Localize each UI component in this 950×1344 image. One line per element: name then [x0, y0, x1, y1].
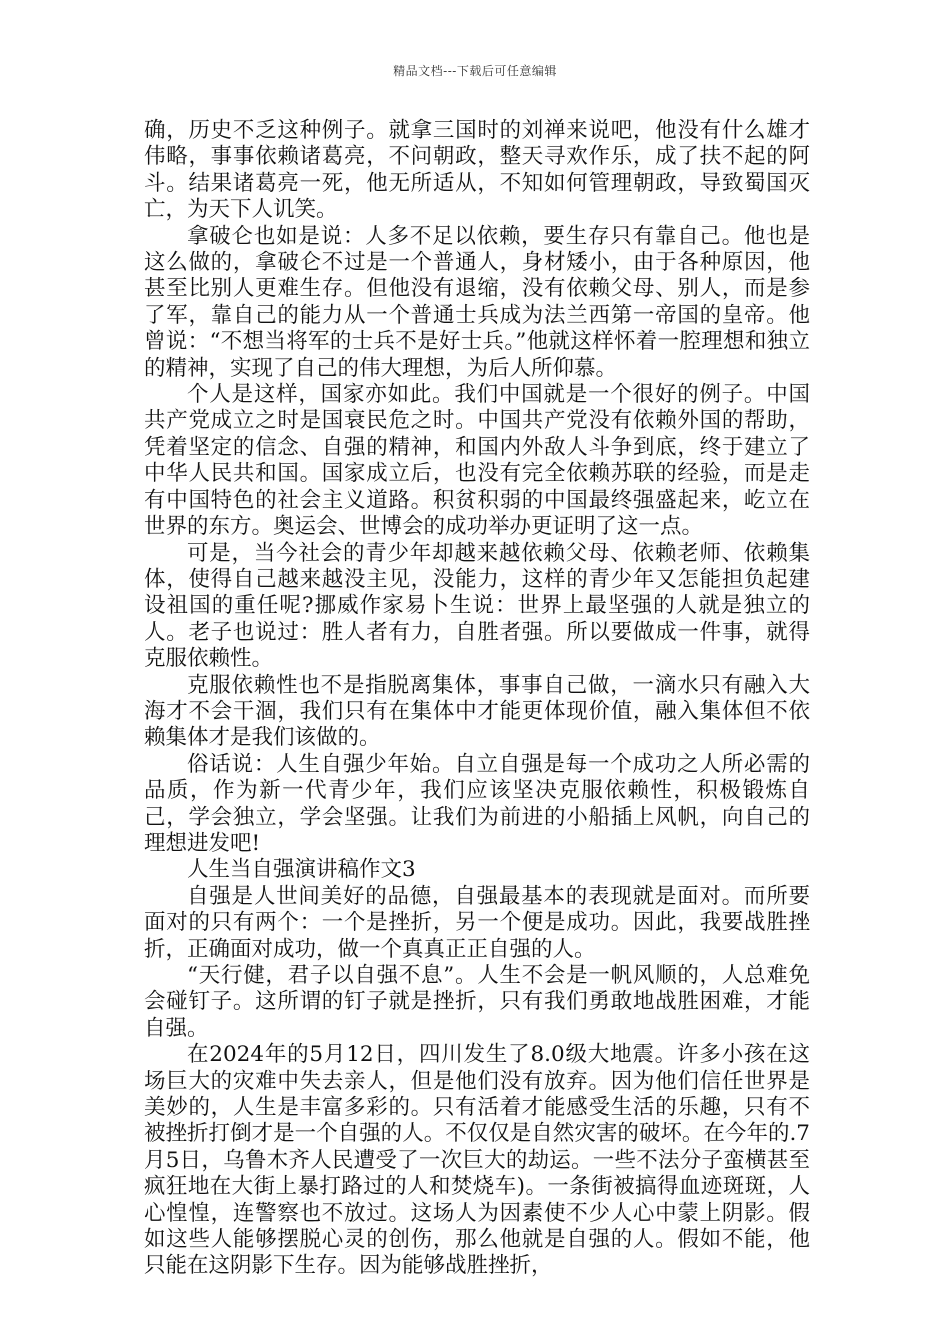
paragraph-self-strength: 自强是人世间美好的品德，自强最基本的表现就是面对。而所要面对的只有两个：一个是挫折，另一个便是成功。因此，我要战胜挫折，正确面对成功，做一个真真正正自强的人。	[144, 883, 810, 962]
paragraph-nation: 个人是这样，国家亦如此。我们中国就是一个很好的例子。中国共产党成立之时是国衰民危之时。中国共产党没有依赖外国的帮助，凭着坚定的信念、自强的精神，和国内外敌人斗争到底，终于建立了中华人民共和国。国家成立后，也没有完全依赖苏联的经验，而是走有中国特色的社会主义道路。积贫积弱的中国最终强盛起来，屹立在世界的东方。奥运会、世博会的成功举办更证明了这一点。	[144, 382, 810, 540]
document-body	[144, 118, 810, 1280]
paragraph-quote: “天行健，君子以自强不息”。人生不会是一帆风顺的，人总难免会碰钉子。这所谓的钉子就是挫折，只有我们勇敢地战胜困难，才能自强。	[144, 963, 810, 1041]
paragraph-napoleon: 拿破仑也如是说：人多不足以依赖，要生存只有靠自己。他也是这么做的，拿破仑不过是一个普通人，身材矮小，由于各种原因，他甚至比别人更难生存。但他没有退缩，没有依赖父母、别人，而是参了军，靠自己的能力从一个普通士兵成为法兰西第一帝国的皇帝。他曾说：“不想当将军的士兵不是好士兵。”他就这样怀着一腔理想和独立的精神，实现了自己的伟大理想，为后人所仰慕。	[144, 223, 810, 381]
paragraph-collective: 克服依赖性也不是指脱离集体，事事自己做，一滴水只有融入大海才不会干涸，我们只有在集体中才能更体现价值，融入集体但不依赖集体才是我们该做的。	[144, 672, 810, 751]
page-header: 精品文档---下载后可任意编辑	[393, 64, 557, 78]
paragraph-youth: 可是，当今社会的青少年却越来越依赖父母、依赖老师、依赖集体，使得自己越来越没主见，没能力，这样的青少年又怎能担负起建设祖国的重任呢?挪威作家易卜生说：世界上最坚强的人就是独立的人。老子也说过：胜人者有力，自胜者强。所以要做成一件事，就得克服依赖性。	[144, 540, 810, 672]
paragraph-proverb: 俗话说：人生自强少年始。自立自强是每一个成功之人所必需的品质，作为新一代青少年，我们应该坚决克服依赖性，积极锻炼自己，学会独立，学会坚强。让我们为前进的小船插上风帆，向自己的理想进发吧!	[144, 751, 810, 856]
paragraph-earthquake: 在2024年的5月12日，四川发生了8.0级大地震。许多小孩在这场巨大的灾难中失去亲人，但是他们没有放弃。因为他们信任世界是美妙的，人生是丰富多彩的。只有活着才能感受生活的乐趣，只有不被挫折打倒才是一个自强的人。不仅仅是自然灾害的破坏。在今年的.7月5日，乌鲁木齐人民遭受了一次巨大的劫运。一些不法分子蛮横甚至疯狂地在大街上暴打路过的人和焚烧车)。一条街被搞得血迹斑斑，人心惶惶，连警察也不放过。这场人为因素使不少人心中蒙上阴影。假如这些人能够摆脱心灵的创伤，那么他就是自强的人。假如不能，他只能在这阴影下生存。因为能够战胜挫折，	[144, 1042, 810, 1279]
paragraph-continuation: 确，历史不乏这种例子。就拿三国时的刘禅来说吧，他没有什么雄才伟略，事事依赖诸葛亮，不问朝政，整天寻欢作乐，成了扶不起的阿斗。结果诸葛亮一死，他无所适从，不知如何管理朝政，导致蜀国灭亡，为天下人讥笑。	[144, 118, 810, 223]
section-heading: 人生当自强演讲稿作文3	[187, 857, 416, 883]
